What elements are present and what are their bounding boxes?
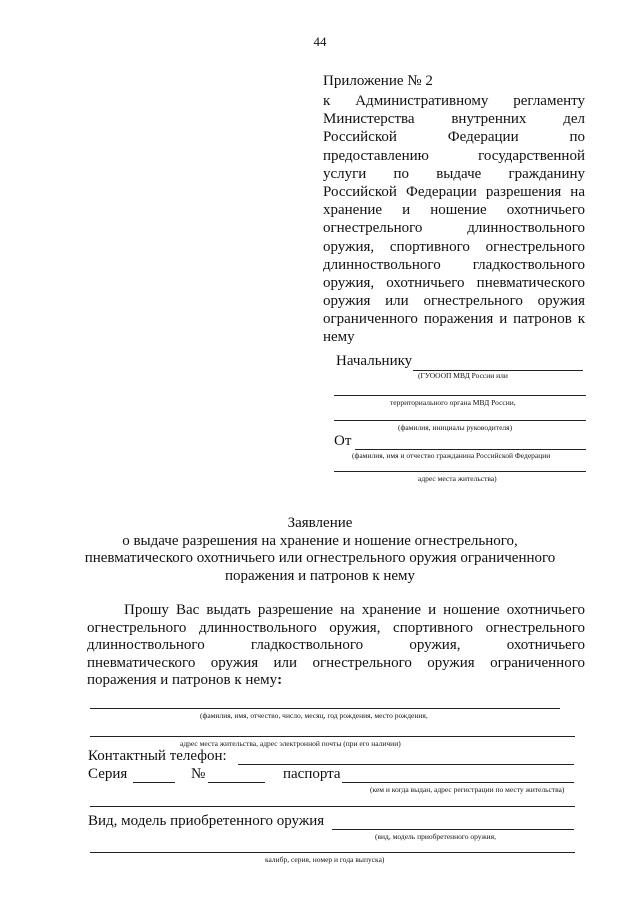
- statement-subtitle-line: пневматического охотничьего или огнестрельного оружия ограниченного: [84, 550, 556, 566]
- request-line: Прошу Вас выдать разрешение на хранение и ношение охотничьего: [124, 602, 585, 618]
- applicant-hint: (фамилия, имя, отчество, число, месяц, год рождения, место рождения,: [200, 711, 428, 720]
- appendix-body: [323, 92, 585, 347]
- weapon-line[interactable]: [332, 829, 574, 830]
- weapon-hint-2: калибр, серия, номер и года выпуска): [265, 855, 385, 864]
- appendix-line: длинноствольного гладкоствольного: [323, 256, 585, 273]
- organ-hint: территориального органа МВД России,: [390, 398, 516, 407]
- passport-label: паспорта: [283, 766, 341, 782]
- address-line[interactable]: [90, 736, 575, 737]
- request-colon: :: [277, 672, 283, 689]
- phone-label: Контактный телефон:: [88, 748, 227, 764]
- weapon-label: Вид, модель приобретенного оружия: [88, 813, 325, 829]
- organ-line[interactable]: [334, 395, 586, 396]
- weapon-hint: (вид, модель приобретенного оружия,: [375, 832, 496, 841]
- request-line: пневматического оружия или огнестрельного оружия ограниченного: [87, 654, 585, 671]
- appendix-line: Российской Федерации по: [323, 129, 585, 146]
- appendix-line: огнестрельного длинноствольного: [323, 220, 585, 237]
- appendix-line: оружия, охотничьего пневматического: [323, 274, 585, 291]
- from-label: От: [334, 433, 352, 449]
- appendix-line: предоставлению государственной: [323, 147, 585, 164]
- appendix-line: ограниченного поражения и патронов к: [323, 311, 585, 328]
- series-label: Серия: [88, 766, 128, 782]
- request-line: поражения и патронов к нему: [87, 672, 278, 689]
- head-name-line[interactable]: [334, 420, 586, 421]
- appendix-line: Российской Федерации разрешения на: [323, 183, 585, 200]
- appendix-line: услуги по выдаче гражданину: [323, 165, 585, 182]
- appendix-title: Приложение № 2: [323, 73, 433, 89]
- residence-line[interactable]: [334, 471, 586, 472]
- address-hint: адрес места жительства, адрес электронной почты (при его наличии): [180, 739, 401, 748]
- statement-subtitle-line: о выдаче разрешения на хранение и ношение огнестрельного,: [122, 532, 518, 549]
- appendix-line: оружия, спортивного огнестрельного: [323, 238, 585, 255]
- request-line: длинноствольного гладкоствольного оружия, охотничьего: [87, 637, 585, 654]
- phone-line[interactable]: [238, 764, 574, 765]
- series-line[interactable]: [133, 782, 175, 783]
- from-hint: (фамилия, имя и отчество гражданина Российской Федерации: [352, 451, 551, 460]
- request-paragraph: [87, 602, 585, 690]
- head-name-hint: (фамилия, инициалы руководителя): [398, 423, 513, 432]
- number-line[interactable]: [208, 782, 265, 783]
- appendix-line: Министерства внутренних дел: [323, 111, 585, 128]
- statement-heading: [0, 515, 640, 585]
- appendix-line: к Административному регламенту: [323, 93, 585, 109]
- passport-extra-line[interactable]: [90, 806, 575, 807]
- passport-line[interactable]: [342, 782, 574, 783]
- to-hint: (ГУООOП МВД России или: [418, 371, 508, 380]
- statement-subtitle-line: поражения и патронов к нему: [224, 567, 416, 584]
- number-label: №: [191, 766, 206, 782]
- appendix-line: хранение и ношение охотничьего: [323, 202, 585, 219]
- page-number: 44: [313, 34, 327, 49]
- to-label: Начальнику: [336, 353, 413, 369]
- appendix-line: нему: [323, 329, 355, 346]
- from-line[interactable]: [355, 449, 586, 450]
- passport-hint: (кем и когда выдан, адрес регистрации по месту жительства): [370, 785, 565, 794]
- request-line: огнестрельного длинноствольного оружия, спортивного огнестрельного: [87, 619, 585, 636]
- residence-hint: адрес места жительства): [418, 474, 497, 483]
- appendix-line: оружия или огнестрельного оружия: [323, 293, 585, 310]
- applicant-line[interactable]: [90, 708, 560, 709]
- statement-title: Заявление: [287, 515, 353, 531]
- weapon-extra-line[interactable]: [90, 852, 575, 853]
